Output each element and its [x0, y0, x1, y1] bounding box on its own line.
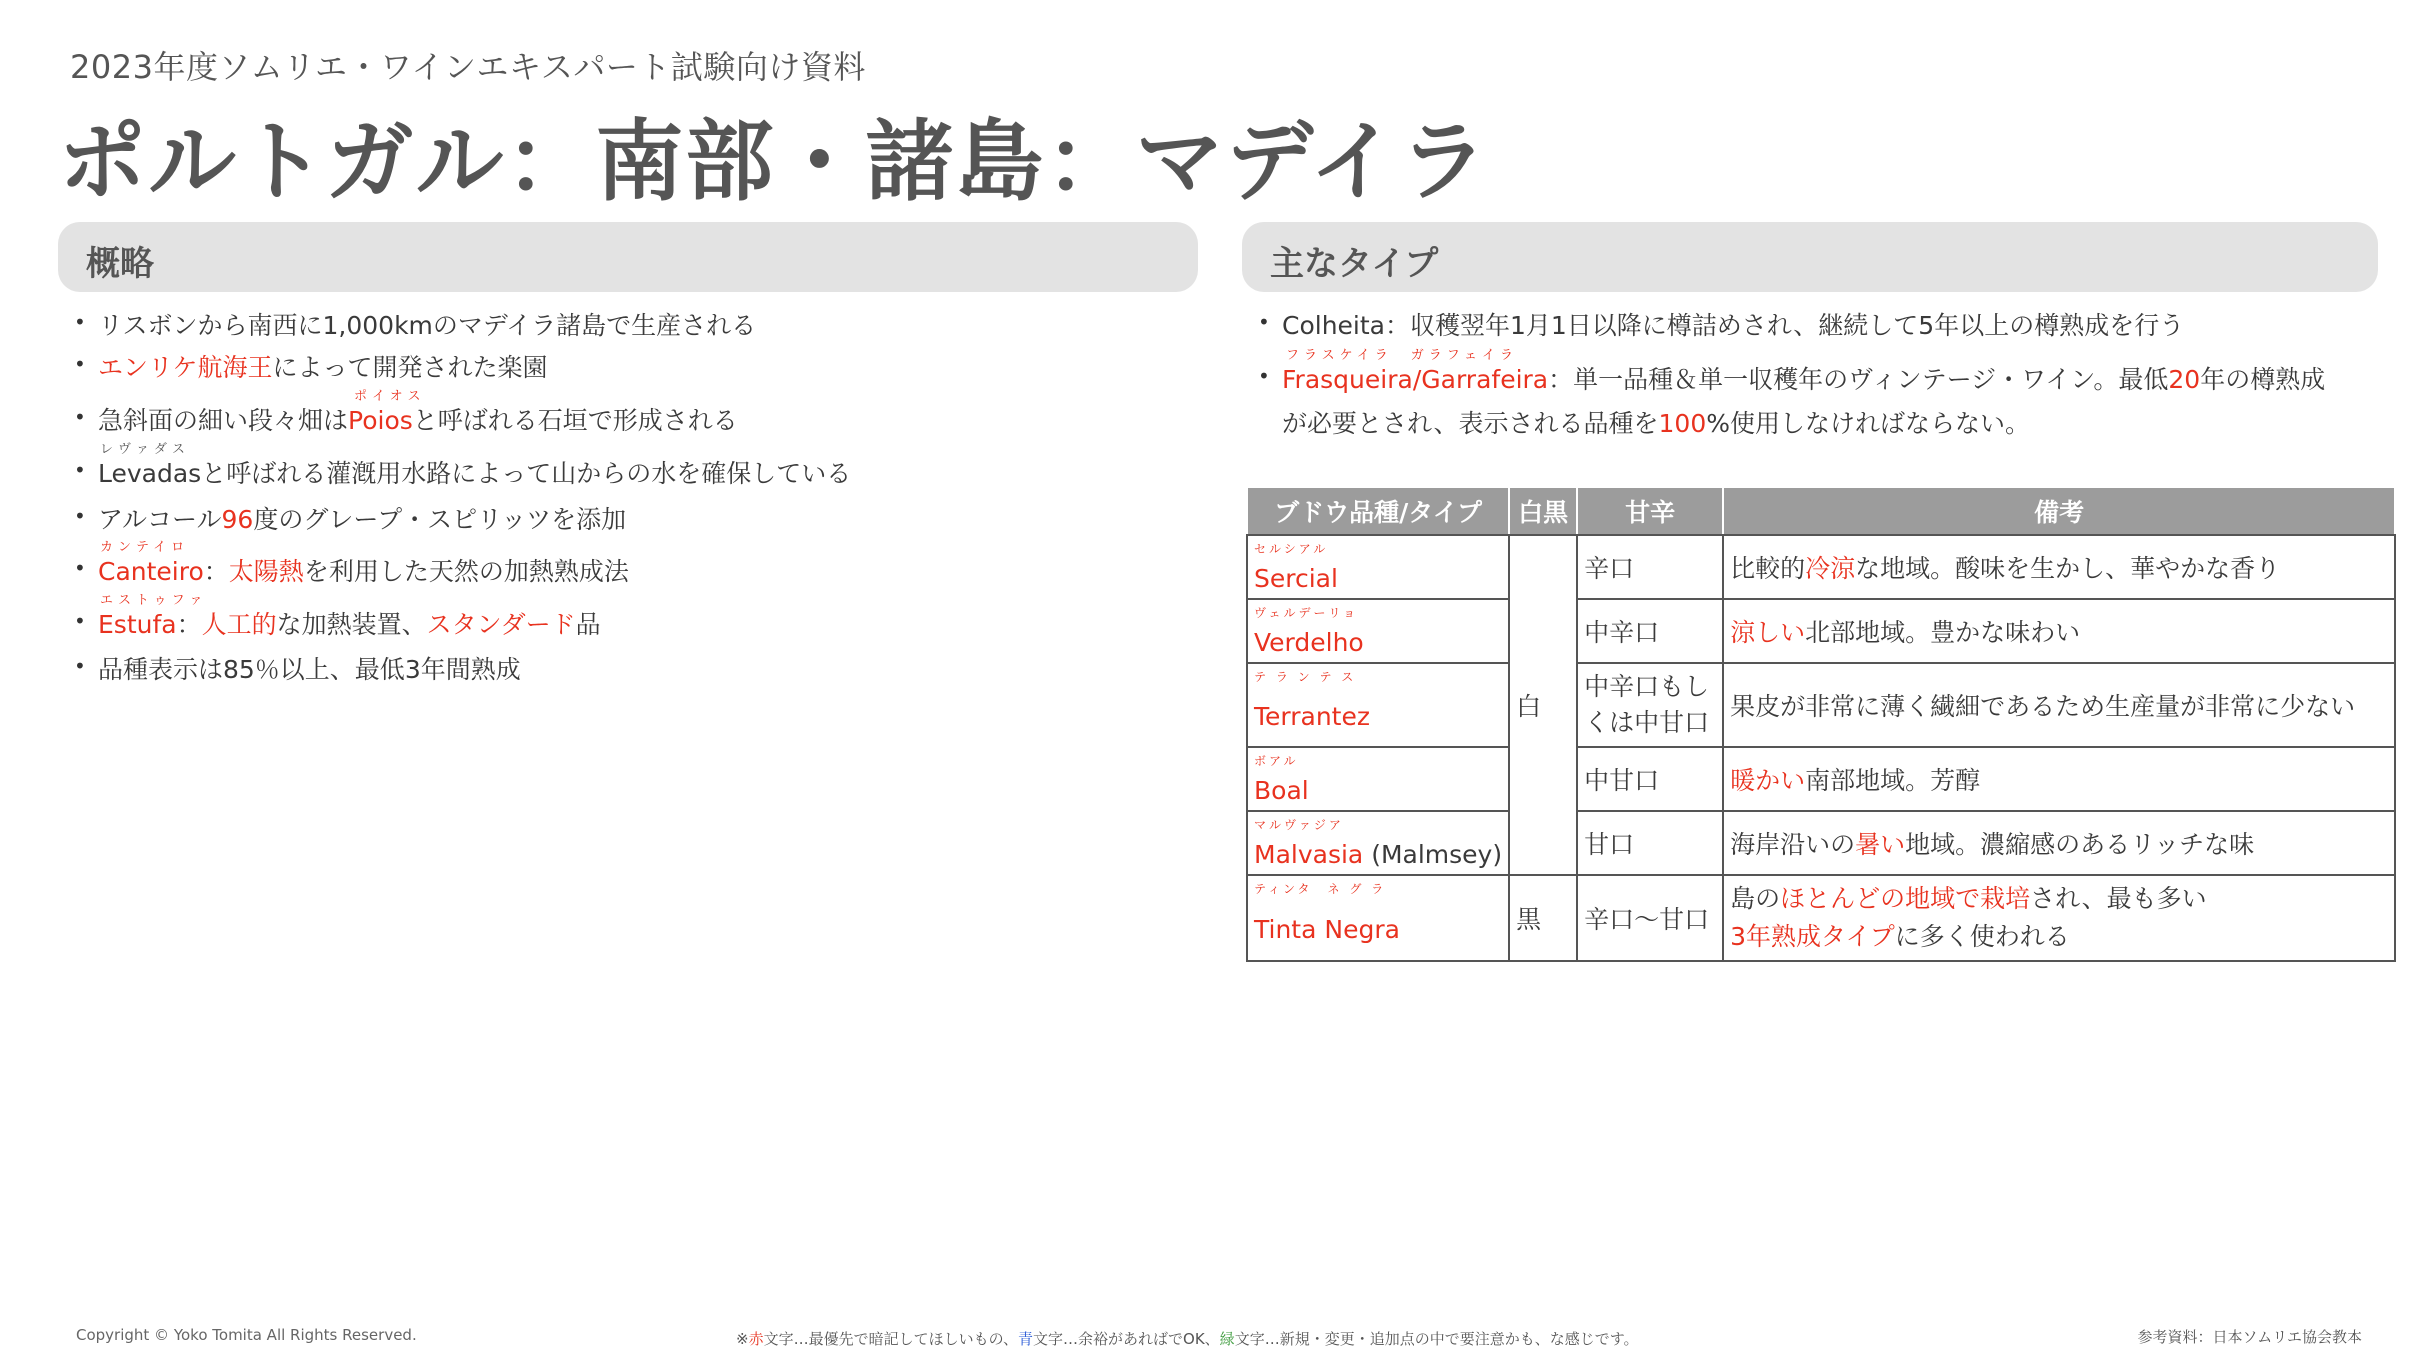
subtitle: 2023年度ソムリエ・ワインエキスパート試験向け資料	[70, 48, 866, 86]
item-red-text: Frasqueira	[1282, 365, 1413, 394]
item-red-text: 太陽熱	[228, 557, 304, 586]
item-text: アルコール	[98, 505, 222, 534]
notes-cell	[1723, 599, 2395, 663]
color-cell-white	[1509, 535, 1577, 875]
page-title: ポルトガル：南部・諸島：マデイラ	[58, 110, 1490, 213]
note-red-text: 暖かい	[1730, 766, 1806, 795]
legend-text: 文字…余裕があればでOK、	[1033, 1330, 1220, 1348]
notes-cell: 果皮が非常に薄く繊細であるため生産量が非常に少ない	[1723, 663, 2395, 747]
item-text: Levadasと呼ばれる灌漑用水路によって山からの水を確保している	[98, 459, 852, 488]
grape-name: Sercial	[1254, 563, 1338, 593]
grape-table	[1246, 486, 2396, 962]
header-grape: ブドウ品種/タイプ	[1247, 487, 1509, 535]
grape-name: Verdelho	[1254, 627, 1364, 657]
item-red-text: Canteiro	[98, 557, 204, 586]
sweetness-cell: 辛口〜甘口	[1577, 875, 1723, 961]
item-red-text: 20	[2168, 365, 2201, 394]
item-red-text: Poios	[348, 406, 413, 435]
note-text: 南部地域。芳醇	[1805, 766, 1981, 795]
note-text: な地域。酸味を生かし、華やかな香り	[1855, 554, 2281, 583]
note-red-text: 暑い	[1855, 830, 1906, 859]
note-text: され、最も多い	[2030, 884, 2207, 913]
item-text: ：	[176, 610, 202, 639]
note-text: に多く使われる	[1894, 922, 2070, 951]
ruby-text: • エストゥファ	[100, 593, 208, 608]
item-red-text: Garrafeira	[1421, 365, 1549, 394]
table-row	[1247, 811, 2395, 875]
grape-name: Tinta Negra	[1254, 914, 1400, 944]
item-text: によって開発された楽園	[272, 353, 548, 382]
grape-name: Malvasia	[1254, 839, 1364, 869]
header-sweetness: 甘辛	[1577, 487, 1723, 535]
table-header-row	[1247, 487, 2395, 535]
notes-cell	[1723, 875, 2395, 961]
note-text: 北部地域。豊かな味わい	[1805, 618, 2081, 647]
notes-cell	[1723, 535, 2395, 599]
item-text: 品種表示は85％以上、最低3年間熟成	[98, 655, 521, 684]
item-red-text: Estufa	[98, 610, 177, 639]
colheita-text: Colheita：収穫翌年1月1日以降に樽詰めされ、継続して5年以上の樽熟成を行う	[1282, 311, 2185, 340]
grape-cell	[1247, 747, 1509, 811]
grape-cell	[1247, 875, 1509, 961]
overview-header	[58, 222, 1198, 292]
ruby-text: • フラスケイラ ガラフェイラ	[1286, 348, 1519, 363]
legend-text: 文字…新規・変更・追加点の中で要注意かも、な感じです。	[1234, 1330, 1639, 1348]
item-text: ：単一品種＆単一収穫年のヴィンテージ・ワイン。最低	[1548, 365, 2169, 394]
grape-cell	[1247, 811, 1509, 875]
item-red-text: 96	[221, 505, 254, 534]
note-text: 海岸沿いの	[1730, 830, 1856, 859]
legend-text: ※	[736, 1330, 749, 1348]
ruby-text: • ポイオス	[354, 389, 426, 404]
table-row	[1247, 663, 2395, 747]
notes-cell	[1723, 747, 2395, 811]
sweetness-cell: 中甘口	[1577, 747, 1723, 811]
item-red-text: /	[1412, 365, 1422, 394]
color-cell-black: 黒	[1509, 875, 1577, 961]
reference: 参考資料：日本ソムリエ協会教本	[2137, 1328, 2362, 1346]
note-text: 島の	[1730, 884, 1781, 913]
note-text: 比較的	[1730, 554, 1806, 583]
list-item	[98, 650, 521, 686]
legend-green: 緑	[1219, 1330, 1235, 1348]
header-notes: 備考	[1723, 487, 2395, 535]
item-text: が必要とされ、表示される品種を	[1282, 409, 1659, 438]
overview-heading: 概略	[86, 244, 154, 284]
list-item	[1282, 348, 2326, 396]
note-text: 地域。濃縮感のあるリッチな味	[1905, 830, 2255, 859]
list-item-continuation	[1282, 404, 2030, 440]
legend-text: 文字…最優先で暗記してほしいもの、	[763, 1330, 1018, 1348]
legend-red: 赤	[748, 1330, 764, 1348]
types-header	[1242, 222, 2378, 292]
color-value: 白	[1516, 692, 1542, 721]
sweetness-cell: 中辛口	[1577, 599, 1723, 663]
item-red-text: スタンダード	[426, 610, 576, 639]
grape-cell	[1247, 599, 1509, 663]
item-text: %使用しなければならない。	[1706, 409, 2030, 438]
sweetness-cell	[1577, 663, 1723, 747]
grape-cell	[1247, 663, 1509, 747]
item-text: と呼ばれる石垣で形成される	[412, 406, 738, 435]
list-item	[98, 500, 626, 536]
color-legend	[736, 1328, 1639, 1349]
item-text: リスボンから南西に1,000kmのマデイラ諸島で生産される	[98, 311, 757, 340]
list-item	[98, 348, 548, 384]
item-text: 年の樽熟成	[2200, 365, 2326, 394]
item-text: な加熱装置、	[276, 610, 427, 639]
notes-cell	[1723, 811, 2395, 875]
sweetness-cell: 甘口	[1577, 811, 1723, 875]
sweetness-cell: 辛口	[1577, 535, 1723, 599]
table-row	[1247, 747, 2395, 811]
item-text: 度のグレープ・スピリッツを添加	[253, 505, 627, 534]
ruby-text: ボアル	[1254, 754, 1299, 768]
item-text: 品	[575, 610, 601, 639]
ruby-text: ヴェルデーリョ	[1254, 606, 1359, 620]
grape-name-extra: (Malmsey)	[1363, 839, 1503, 869]
list-item	[1282, 306, 2184, 342]
list-item	[98, 442, 852, 490]
ruby-text: • カンテイロ	[100, 540, 190, 555]
table-row	[1247, 535, 2395, 599]
list-item	[98, 593, 601, 641]
note-red-text: ほとんどの地域で栽培	[1780, 884, 2031, 913]
table-row	[1247, 599, 2395, 663]
list-item	[98, 306, 756, 342]
note-red-text: 3年熟成タイプ	[1730, 922, 1895, 951]
ruby-text: • レヴァダス	[100, 442, 190, 457]
ruby-text: セルシアル	[1254, 542, 1329, 556]
table-row	[1247, 875, 2395, 961]
item-red-text: 人工的	[201, 610, 277, 639]
list-item	[98, 389, 738, 437]
list-item	[98, 540, 629, 588]
header-color: 白黒	[1509, 487, 1577, 535]
note-red-text: 冷涼	[1805, 554, 1856, 583]
legend-blue: 青	[1018, 1330, 1034, 1348]
item-text: を利用した天然の加熱熟成法	[303, 557, 629, 586]
sweetness-line: 中辛口もし	[1584, 672, 1710, 701]
sweetness-line: くは中甘口	[1584, 708, 1710, 737]
ruby-text: マルヴァジア	[1254, 818, 1344, 832]
item-red-text: エンリケ航海王	[98, 353, 273, 382]
ruby-text: テ ラ ン テ ス	[1254, 670, 1357, 684]
grape-name: Terrantez	[1254, 701, 1370, 731]
item-text: 急斜面の細い段々畑は	[98, 406, 349, 435]
grape-cell	[1247, 535, 1509, 599]
copyright: Copyright © Yoko Tomita All Rights Reserved.	[76, 1326, 417, 1344]
item-text: ：	[203, 557, 229, 586]
note-red-text: 涼しい	[1730, 618, 1806, 647]
types-heading: 主なタイプ	[1270, 244, 1439, 284]
grape-name: Boal	[1254, 775, 1309, 805]
item-red-text: 100	[1658, 409, 1707, 438]
ruby-text: ティンタ ネ グ ラ	[1254, 882, 1387, 896]
